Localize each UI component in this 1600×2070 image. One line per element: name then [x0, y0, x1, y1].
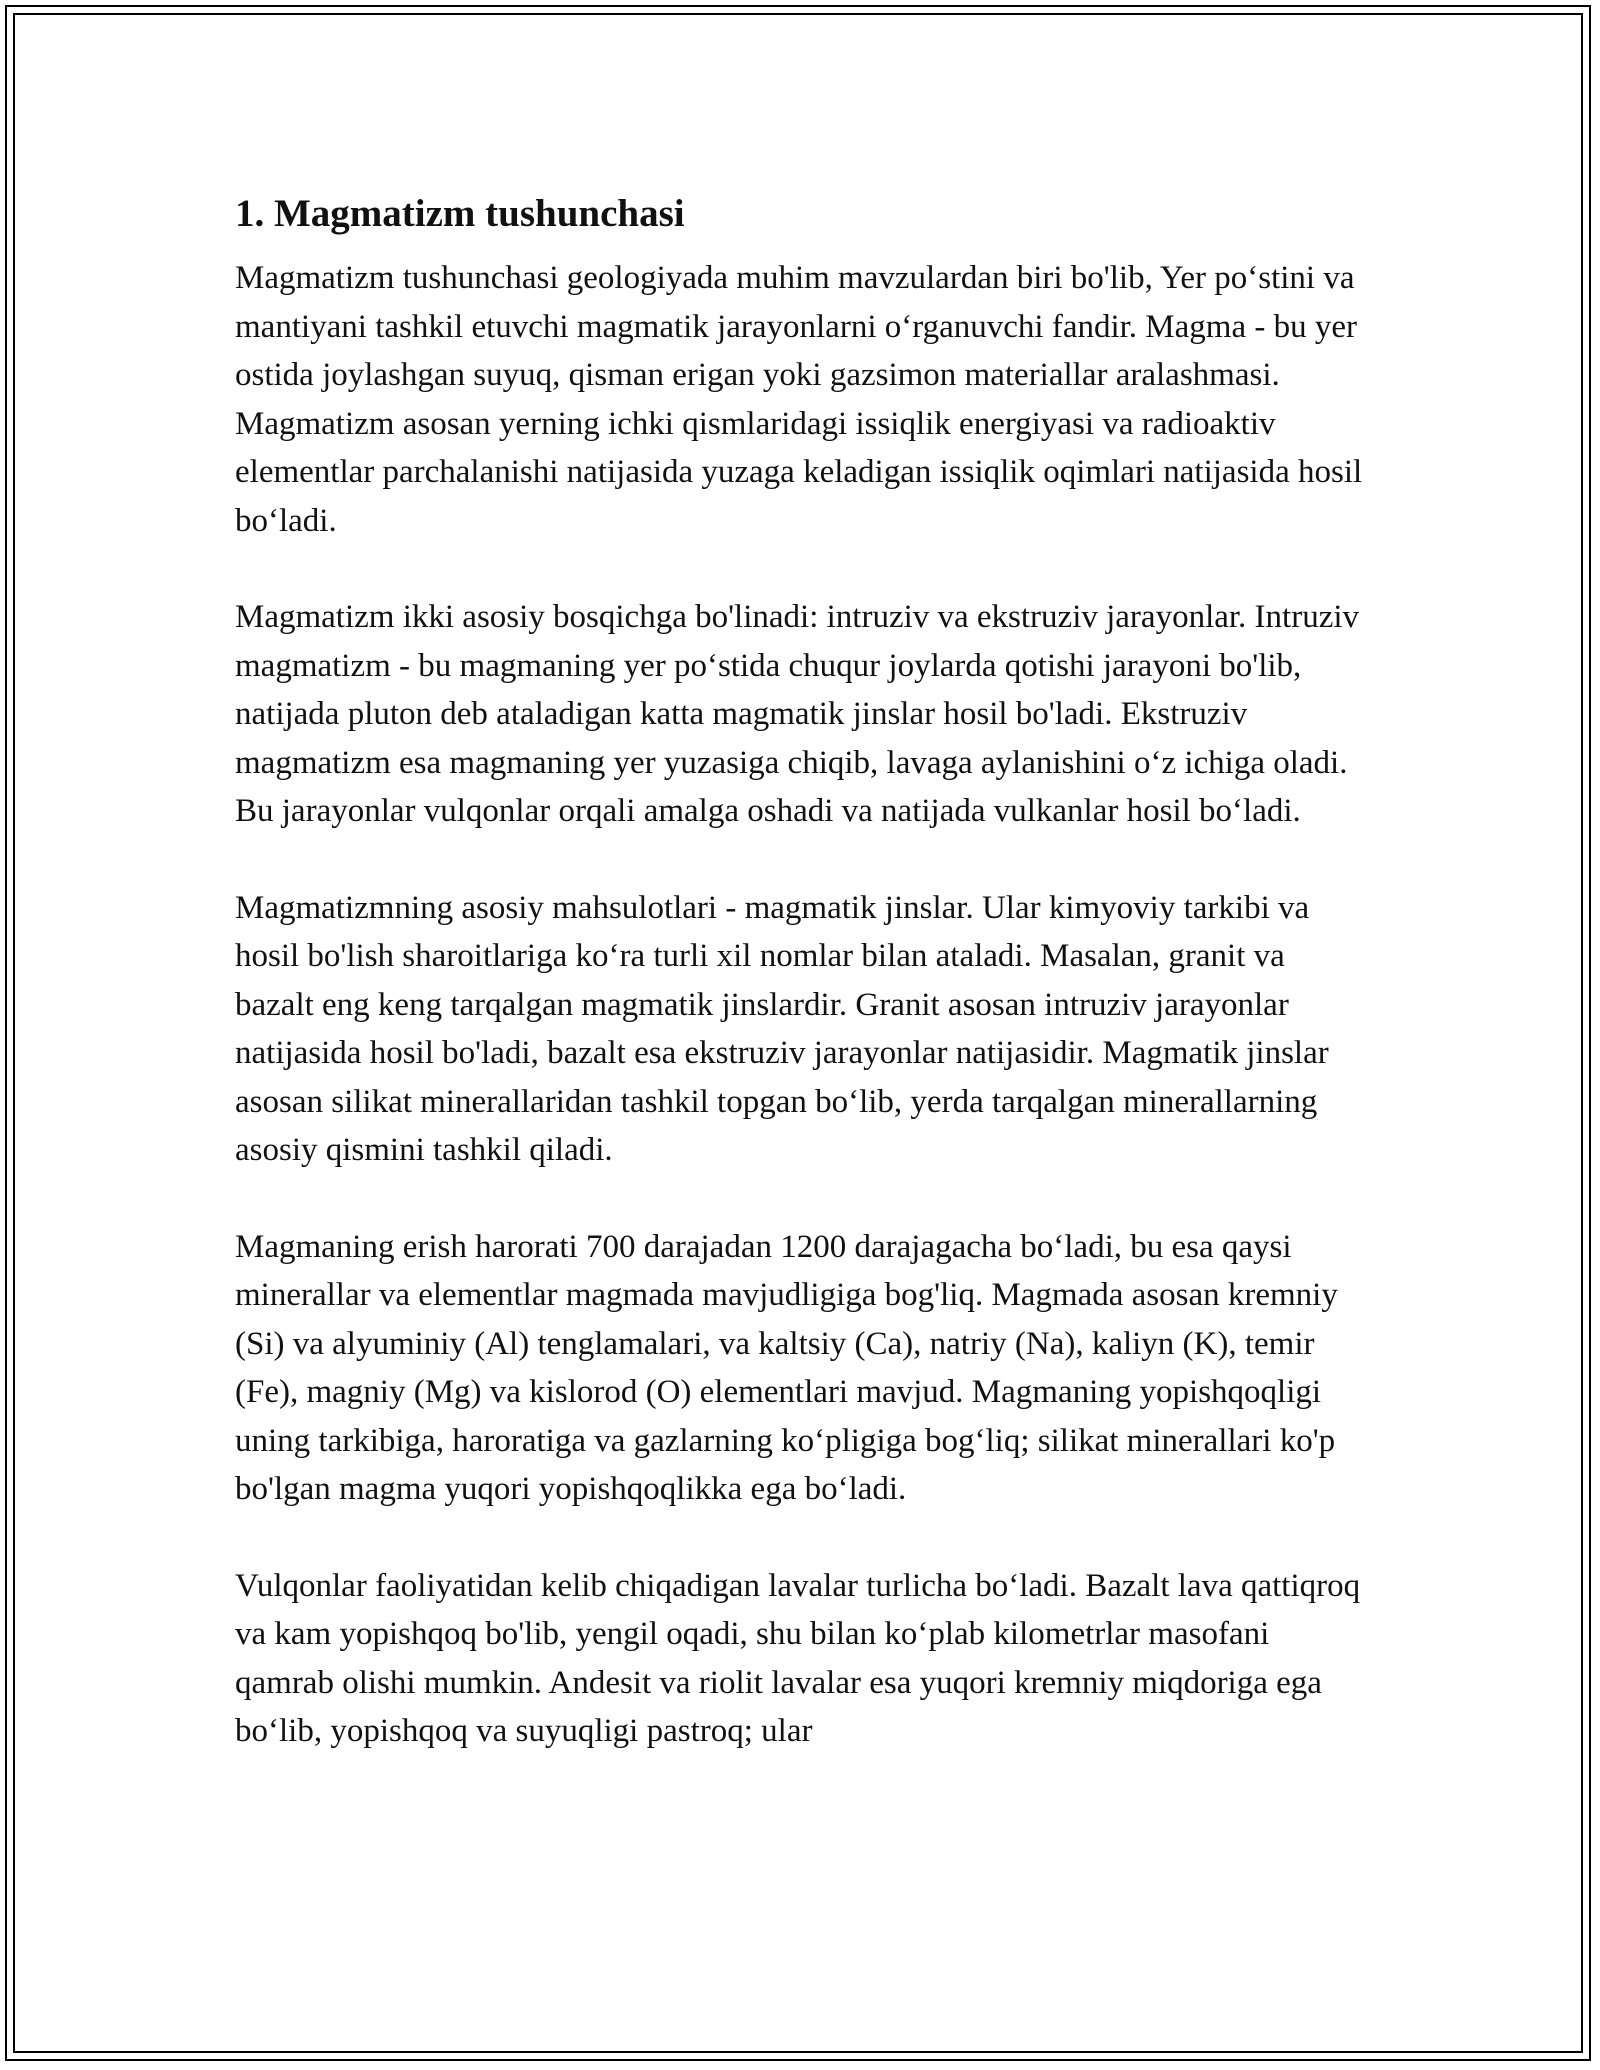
paragraph-3: Magmatizmning asosiy mahsulotlari - magmatik jinslar. Ular kimyoviy tarkibi va hosil bo'lish sharoitlariga ko‘ra turli xil nomlar bilan ataladi. Masalan, granit va bazalt eng keng tarqalgan magmatik jinslardir. Granit asosan intruziv jarayonlar natijasida hosil bo'ladi, bazalt esa ekstruziv jarayonlar natijasidir. Magmatik jinslar asosan silikat minerallaridan tashkil topgan bo‘lib, yerda tarqalgan minerallarning asosiy qismini tashkil qiladi.: [235, 889, 1329, 1168]
paragraph-5: Vulqonlar faoliyatidan kelib chiqadigan lavalar turlicha bo‘ladi. Bazalt lava qattiqroq va kam yopishqoq bo'lib, yengil oqadi, shu bilan ko‘plab kilometrlar masofani qamrab olishi mumkin. Andesit va riolit lavalar esa yuqori kremniy miqdoriga ega bo‘lib, yopishqoq va suyuqligi pastroq; ular: [235, 1567, 1361, 1749]
document-body: [235, 180, 1365, 1756]
paragraph-1: Magmatizm tushunchasi geologiyada muhim mavzulardan biri bo'lib, Yer po‘stini va mantiyani tashkil etuvchi magmatik jarayonlarni o‘rganuvchi fandir. Magma - bu yer ostida joylashgan suyuq, qisman erigan yoki gazsimon materiallar aralashmasi. Magmatizm asosan yerning ichki qismlaridagi issiqlik energiyasi va radioaktiv elementlar parchalanishi natijasida yuzaga keladigan issiqlik oqimlari natijasida hosil bo‘ladi.: [235, 260, 1363, 539]
paragraph-2: Magmatizm ikki asosiy bosqichga bo'linadi: intruziv va ekstruziv jarayonlar. Intruziv magmatizm - bu magmaning yer po‘stida chuqur joylarda qotishi jarayoni bo'lib, natijada pluton deb ataladigan katta magmatik jinslar hosil bo'ladi. Ekstruziv magmatizm esa magmaning yer yuzasiga chiqib, lavaga aylanishini o‘z ichiga oladi. Bu jarayonlar vulqonlar orqali amalga oshadi va natijada vulkanlar hosil bo‘ladi.: [235, 599, 1360, 829]
section-heading: 1. Magmatizm tushunchasi: [235, 192, 685, 235]
paragraph-4: Magmaning erish harorati 700 darajadan 1200 darajagacha bo‘ladi, bu esa qaysi minerallar va elementlar magmada mavjudligiga bog'liq. Magmada asosan kremniy (Si) va alyuminiy (Al) tenglamalari, va kaltsiy (Ca), natriy (Na), kaliyn (K), temir (Fe), magniy (Mg) va kislorod (O) elementlari mavjud. Magmaning yopishqoqligi uning tarkibiga, haroratiga va gazlarning ko‘pligiga bog‘liq; silikat minerallari ko'p bo'lgan magma yuqori yopishqoqlikka ega bo‘ladi.: [235, 1228, 1338, 1507]
